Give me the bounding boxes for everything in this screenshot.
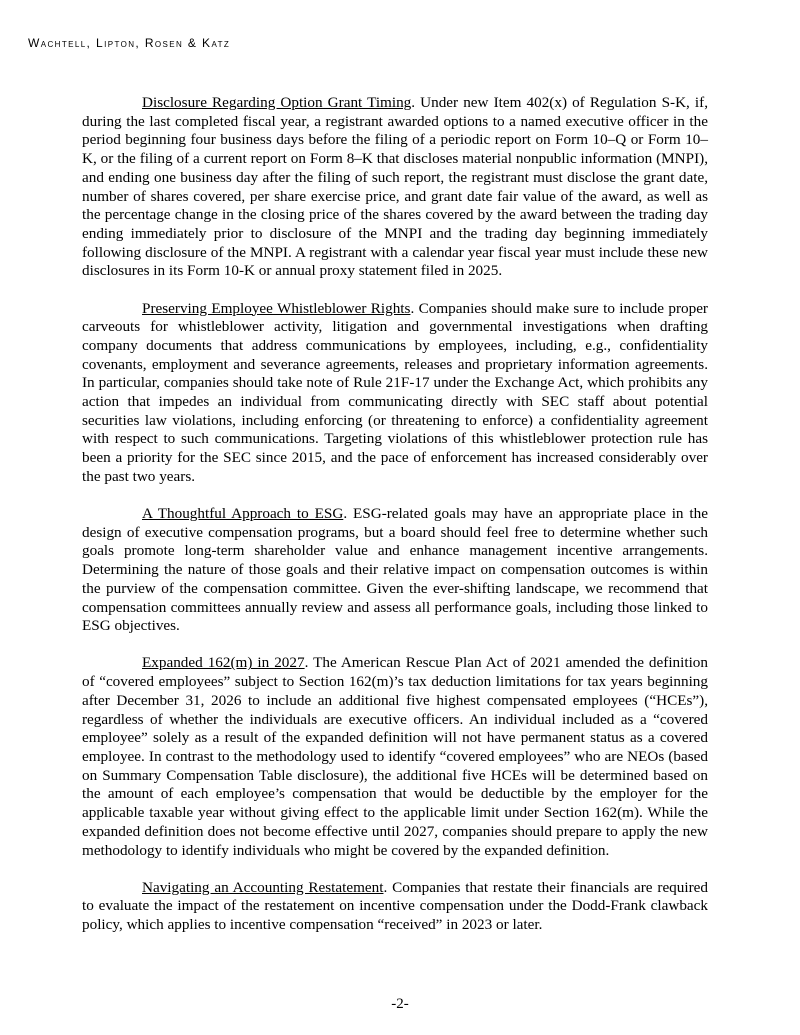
paragraph-heading: A Thoughtful Approach to ESG xyxy=(142,505,344,523)
paragraph-text: . The American Rescue Plan Act of 2021 amended the definition of “covered employees” subject to Section 162(m)’s tax deduction limitations for tax years beginning after December 31, 2026 to include an additional five highest compensated employees (“HCEs”), regardless of whether the individuals are executive officers. An individual included as a “covered employee” solely as a result of the expanded definition will not have permanent status as a covered employee. In contrast to the methodology used to identify “covered employees” who are NEOs (based on Summary Compensation Table disclosure), the additional five HCEs will be determined based on the amount of each employee’s compensation that would be deductible by the employer for the applicable taxable year without giving effect to the applicable limit under Section 162(m). While the expanded definition does not become effective until 2027, companies should prepare to apply the new methodology to identify individuals who might be covered by the expanded definition. xyxy=(82,654,708,859)
page-number: -2- xyxy=(391,996,409,1012)
paragraph-text: . Companies that restate their financials are required to evaluate the impact of the restatement on incentive compensation under the Dodd-Frank clawback policy, which applies to incentive compensation “received” in 2023 or later. xyxy=(82,878,708,934)
paragraph-heading: Preserving Employee Whistleblower Rights xyxy=(142,299,411,317)
paragraph-text: . Under new Item 402(x) of Regulation S-K, if, during the last completed fiscal year, a registrant awarded options to a named executive officer in the period beginning four business days before the filing of a periodic report on Form 10–Q or Form 10–K, or the filing of a current report on Form 8–K that discloses material nonpublic information (MNPI), and ending one business day after the filing of such report, the registrant must disclose the grant date, number of shares covered, per share exercise price, and grant date fair value of the award, as well as the percentage change in the closing price of the shares covered by the award between the trading day ending immediately prior to disclosure of the MNPI and the trading day beginning immediately following disclosure of the MNPI. A registrant with a calendar year fiscal year must include these new disclosures in its Form 10-K or annual proxy statement filed in 2025. xyxy=(82,94,708,280)
paragraph-heading: Expanded 162(m) in 2027 xyxy=(142,654,305,672)
paragraph-expanded-162m xyxy=(82,654,708,860)
paragraph-esg-approach xyxy=(82,505,708,636)
paragraph-text: . ESG-related goals may have an appropriate place in the design of executive compensation programs, but a board should feel free to determine whether such goals promote long-term shareholder value and enhance management incentive arrangements. Determining the nature of those goals and their relative impact on compensation outcomes is within the purview of the compensation committee. Given the ever-shifting landscape, we recommend that compensation committees annually review and assess all performance goals, including those linked to ESG objectives. xyxy=(82,505,708,635)
paragraph-whistleblower-rights xyxy=(82,300,708,487)
paragraph-accounting-restatement xyxy=(82,879,708,935)
paragraph-option-grant-timing xyxy=(82,94,708,281)
paragraph-heading: Navigating an Accounting Restatement xyxy=(142,878,384,896)
document-body xyxy=(82,94,708,953)
paragraph-heading: Disclosure Regarding Option Grant Timing xyxy=(142,94,412,111)
paragraph-text: . Companies should make sure to include proper carveouts for whistleblower activity, litigation and governmental investigations when drafting company documents that address communications by employees, including, e.g., confidentiality covenants, employment and severance agreements, releases and proprietary information agreements. In particular, companies should take note of Rule 21F-17 under the Exchange Act, which prohibits any action that impedes an individual from communicating directly with SEC staff about potential securities law violations, including enforcing (or threatening to enforce) a confidentiality agreement with respect to such communications. Targeting violations of this whistleblower protection rule has been a priority for the SEC since 2015, and the pace of enforcement has increased considerably over the past two years. xyxy=(82,299,708,485)
firm-name-header: Wachtell, Lipton, Rosen & Katz xyxy=(28,36,231,50)
